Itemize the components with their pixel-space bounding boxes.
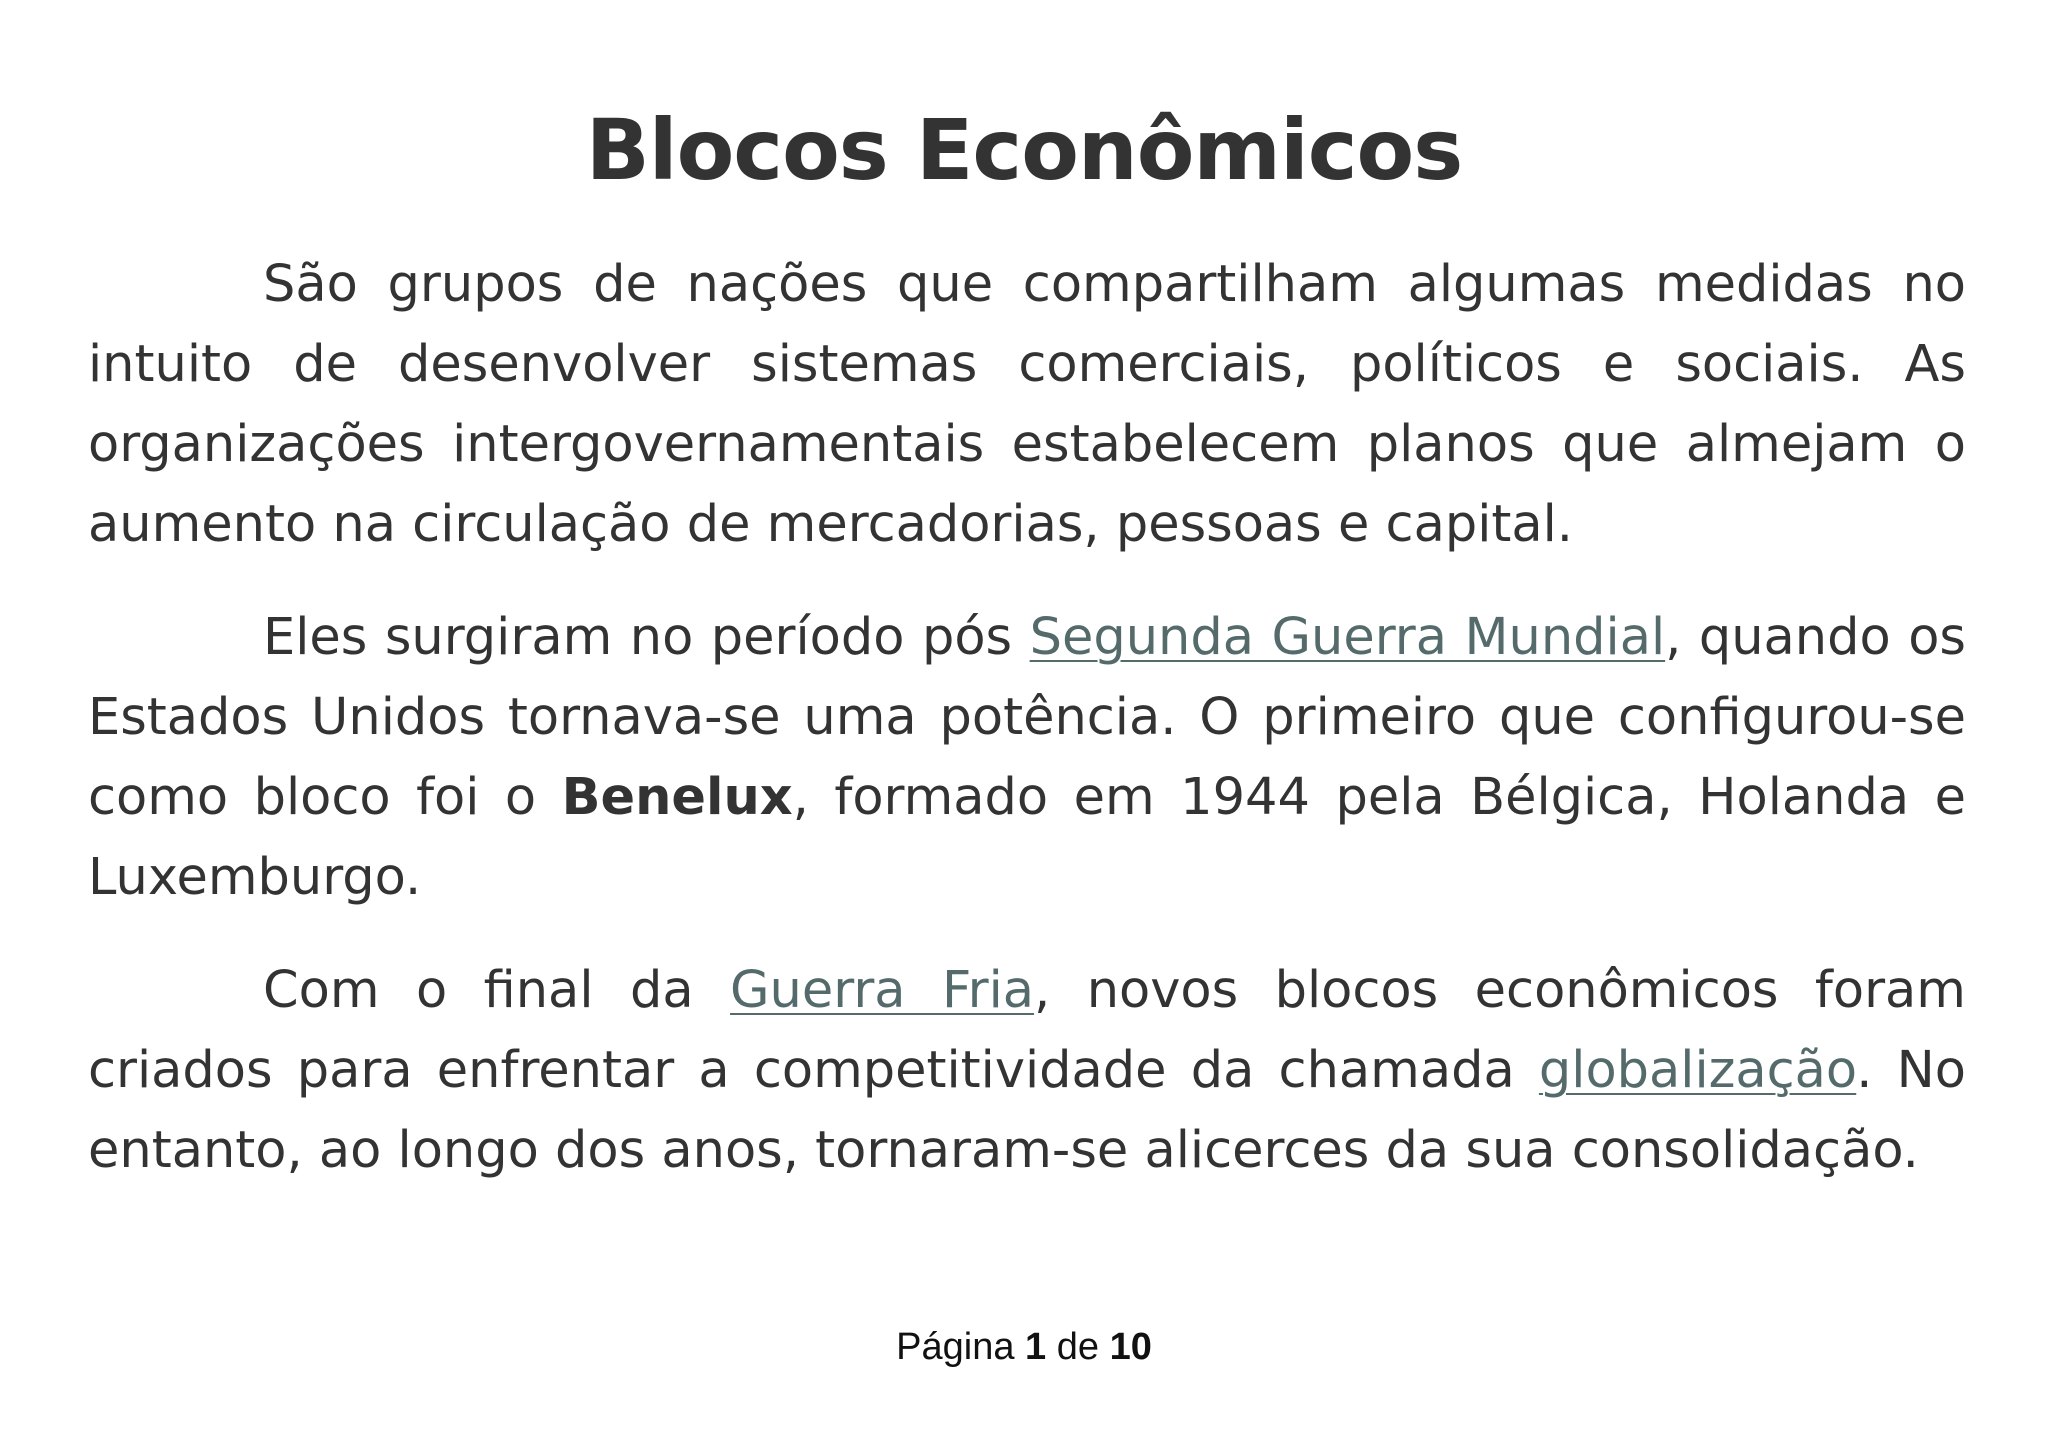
paragraph-2 — [88, 598, 1966, 918]
footer-current-page: 1 — [1025, 1326, 1047, 1368]
paragraph-1-text: São grupos de nações que compartilham algumas medidas no intuito de desenvolver sistemas comerciais, políticos e sociais. As organizações intergovernamentais estabelecem planos que almejam o aumento na circulação de mercadorias, pessoas e capital. — [88, 255, 1966, 554]
paragraph-2-text-end: , formado em 1944 pela Bélgica, Holanda e Luxemburgo. — [88, 768, 1966, 907]
footer-separator: de — [1056, 1326, 1100, 1368]
paragraph-3 — [88, 951, 1966, 1191]
paragraph-2-text-start: Eles surgiram no período pós — [263, 608, 1030, 667]
footer-page-label: Página — [896, 1326, 1015, 1368]
footer-total-pages: 10 — [1109, 1326, 1152, 1368]
document-body — [88, 245, 1966, 1224]
paragraph-2-text-middle: , quando os Estados Unidos tornava-se uma potência. O primeiro que configurou-se como bloco foi o — [88, 608, 1966, 827]
link-segunda-guerra-mundial[interactable]: Segunda Guerra Mundial — [1029, 608, 1666, 667]
page-number-footer — [0, 1322, 2048, 1372]
page-title: Blocos Econômicos — [585, 101, 1463, 199]
link-globalizacao[interactable]: globalização — [1538, 1041, 1857, 1100]
paragraph-1 — [88, 245, 1966, 565]
paragraph-3-text-middle: , novos blocos econômicos foram criados para enfrentar a competitividade da chamada — [88, 961, 1966, 1100]
paragraph-3-text-start: Com o final da — [263, 961, 731, 1020]
link-guerra-fria[interactable]: Guerra Fria — [730, 961, 1035, 1020]
benelux-bold-text: Benelux — [561, 768, 793, 827]
paragraph-3-text-end: . No entanto, ao longo dos anos, tornaram-se alicerces da sua consolidação. — [88, 1041, 1966, 1180]
